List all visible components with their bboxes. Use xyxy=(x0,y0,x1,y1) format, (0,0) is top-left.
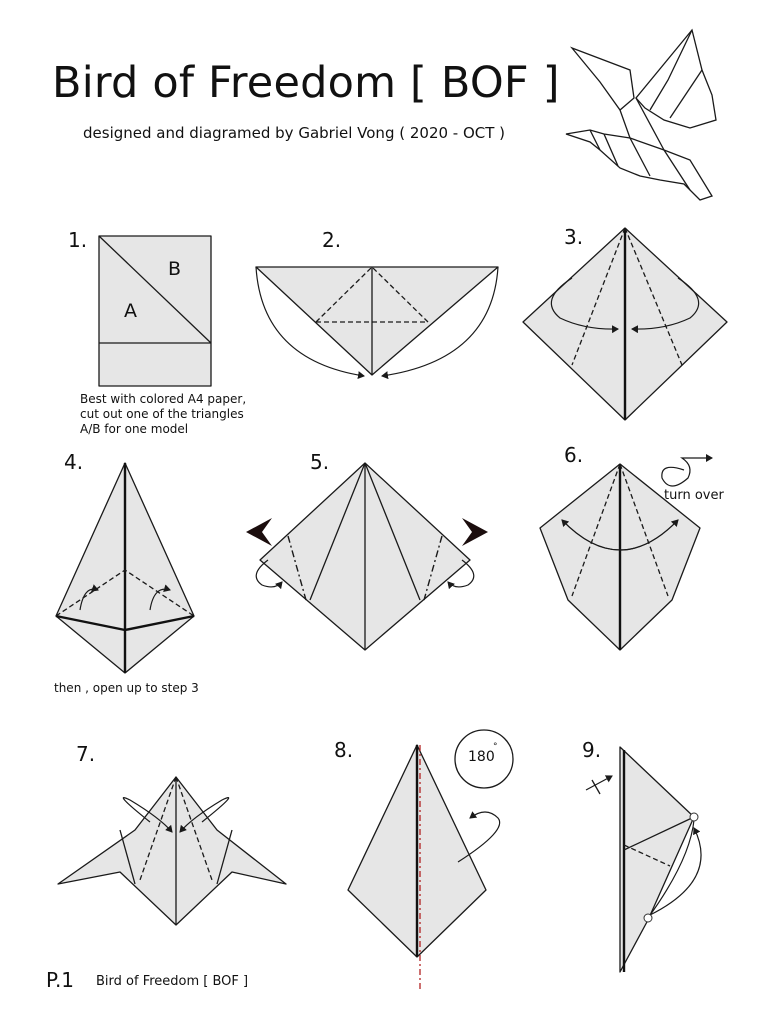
step-1-label-b: B xyxy=(168,258,182,280)
finished-bird-drawing xyxy=(566,30,716,200)
step-4-number: 4. xyxy=(64,450,84,474)
step-8-number: 8. xyxy=(334,738,354,762)
step-5-drawing xyxy=(246,463,488,650)
turn-over-label: turn over xyxy=(664,488,724,503)
page-number: P.1 xyxy=(46,968,75,992)
step-4-note: then , open up to step 3 xyxy=(54,681,199,695)
step-2-drawing xyxy=(256,267,498,376)
step-1-label-a: A xyxy=(124,300,137,322)
step-9-drawing xyxy=(586,747,701,972)
step-1-drawing xyxy=(99,236,211,386)
step-6-drawing xyxy=(540,458,712,650)
step-9-number: 9. xyxy=(582,738,602,762)
footer-title: Bird of Freedom [ BOF ] xyxy=(96,974,249,989)
step-8-drawing xyxy=(348,730,513,990)
step-1-note-line-2: cut out one of the triangles xyxy=(80,407,244,421)
designer-credit: designed and diagramed by Gabriel Vong ( 2020 - OCT ) xyxy=(83,124,506,142)
rotate-180-label: 180 xyxy=(468,749,495,765)
step-6-number: 6. xyxy=(564,443,584,467)
step-7-drawing xyxy=(58,777,286,925)
step-2-number: 2. xyxy=(322,228,342,252)
step-4-drawing xyxy=(56,463,194,673)
page-title: Bird of Freedom [ BOF ] xyxy=(52,58,560,108)
step-7-number: 7. xyxy=(76,742,96,766)
step-3-number: 3. xyxy=(564,225,584,249)
step-3-drawing xyxy=(523,228,727,420)
step-1-number: 1. xyxy=(68,228,88,252)
step-5-number: 5. xyxy=(310,450,330,474)
step-1-note-line-1: Best with colored A4 paper, xyxy=(80,392,247,406)
step-1-note-line-3: A/B for one model xyxy=(80,422,189,436)
degree-symbol: ° xyxy=(493,742,498,752)
